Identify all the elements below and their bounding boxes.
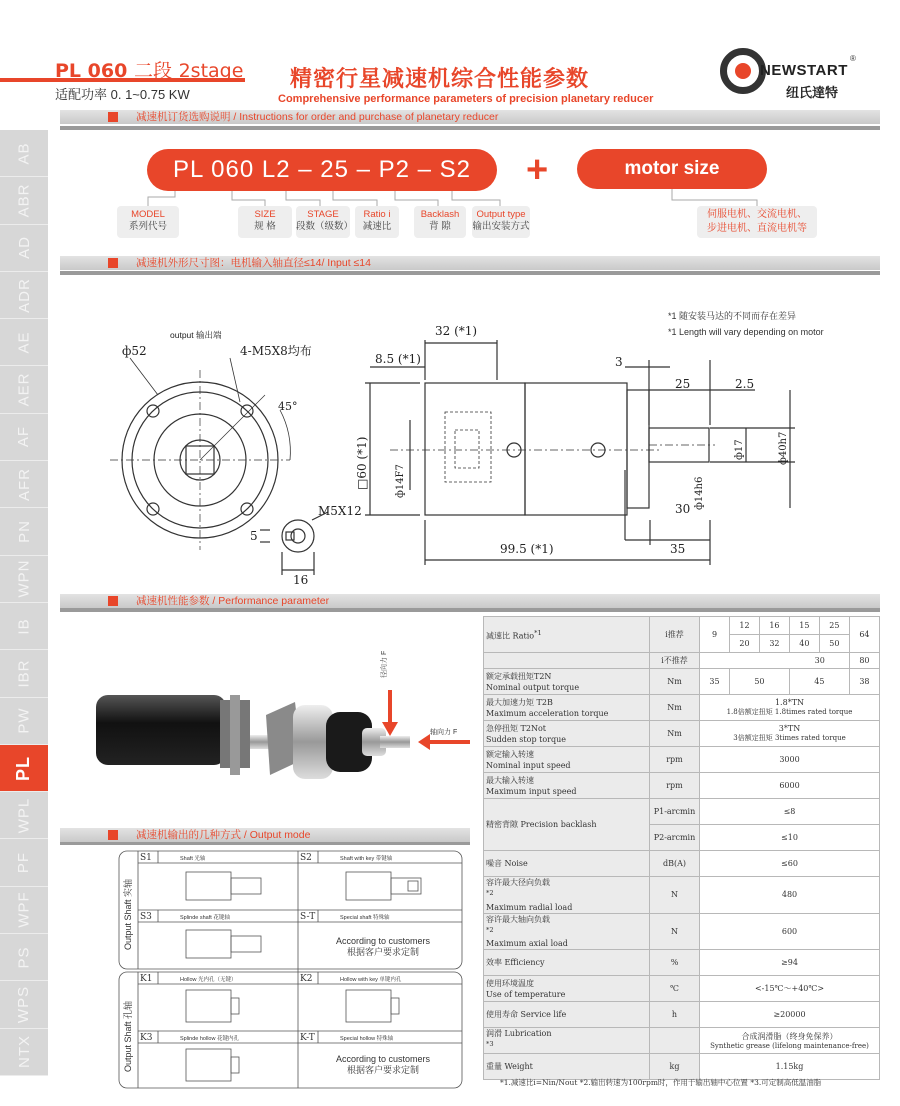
row-en: Maximum input speed <box>486 786 577 796</box>
row-cn: 额定承载扭矩T2N <box>486 671 552 681</box>
code-label-cn: 减速比 <box>362 221 392 232</box>
series-tab-ntx[interactable] <box>0 1029 48 1076</box>
output-code: S-T <box>300 912 316 922</box>
group-hollow-shaft: Output Shaft 孔轴 <box>123 1000 133 1072</box>
series-tab-wps[interactable] <box>0 981 48 1028</box>
row-en: Sudden stop torque <box>486 734 566 744</box>
section-marker-icon <box>108 258 118 268</box>
row-value-main: 3000 <box>779 755 800 764</box>
series-tab-wpn[interactable] <box>0 556 48 603</box>
backlash-value: ≤8 <box>700 799 880 825</box>
series-tab-label: PN <box>15 520 33 543</box>
series-tab-label: WPL <box>15 797 33 834</box>
row-value <box>700 773 880 799</box>
row-unit: rpm <box>650 747 700 773</box>
section-marker-icon <box>108 596 118 606</box>
series-tab-wpf[interactable] <box>0 887 48 934</box>
ratio-64: 64 <box>849 617 879 653</box>
not-rec-label: i不推荐 <box>650 653 700 669</box>
series-tab-label: AE <box>15 331 33 354</box>
row-label <box>484 851 650 877</box>
dim-2-5: 2.5 <box>735 377 755 391</box>
dim-d52: ф52 <box>122 344 147 358</box>
output-code: K3 <box>140 1033 153 1043</box>
custom-note-2 <box>336 1054 430 1076</box>
row-label <box>484 773 650 799</box>
section-title: 减速机外形尺寸图：电机输入轴直径≤14/ Input ≤14 <box>136 257 371 269</box>
ratio-20: 20 <box>729 635 759 653</box>
row-en: Nominal input speed <box>486 760 571 770</box>
row-value-main: ≥94 <box>781 958 798 968</box>
row-value <box>700 721 880 747</box>
power-range: 适配功率 0. 1~0.75 KW <box>55 87 190 102</box>
output-name: Hollow with key 单键内孔 <box>340 977 402 983</box>
ratio-32: 32 <box>759 635 789 653</box>
series-tab-afr[interactable] <box>0 461 48 508</box>
code-label-cn: 段数（级数） <box>296 221 354 232</box>
row-value <box>700 913 880 950</box>
row-cn: 容许最大径向负载 <box>486 878 550 887</box>
series-tab-af[interactable] <box>0 414 48 461</box>
not-rec-30: 30 <box>700 653 850 669</box>
ratio-label: 减速比 Ratio <box>486 631 535 641</box>
series-tab-ps[interactable] <box>0 934 48 981</box>
row-value <box>700 1054 880 1080</box>
rec-label: i推荐 <box>650 617 700 653</box>
torque-35: 35 <box>700 669 730 695</box>
row-label <box>484 913 650 950</box>
dimension-drawing <box>90 300 880 590</box>
section-shadow <box>60 271 880 275</box>
logo-text-cn: 纽氏達特 <box>786 85 839 100</box>
series-tab-ae[interactable] <box>0 319 48 366</box>
note-cn: *1 随安装马达的不同而存在差异 <box>668 311 797 321</box>
custom-en: According to customers <box>336 936 431 946</box>
row-en: Maximum axial load <box>486 939 568 949</box>
row-en: Maximum acceleration torque <box>486 708 609 718</box>
output-name: Shaft with key 带键轴 <box>340 856 393 862</box>
row-cn: 润滑 Lubrication <box>486 1029 552 1039</box>
series-tab-ibr[interactable] <box>0 650 48 697</box>
output-name: Special shaft 特殊轴 <box>340 915 390 921</box>
row-value-main: 3*TN <box>778 724 801 733</box>
code-label-cn: 背 隙 <box>429 221 451 232</box>
series-tab-label: AF <box>15 426 33 448</box>
row-value-sub: 1.8倍额定扭矩 1.8times rated torque <box>726 708 853 716</box>
backlash-unit: P1-arcmin <box>650 799 700 825</box>
section-marker-icon <box>108 830 118 840</box>
ratio-50: 50 <box>819 635 849 653</box>
row-value-main: 480 <box>781 890 798 900</box>
row-value <box>700 747 880 773</box>
logo-text: NEWSTART <box>760 62 848 79</box>
footnote: *1.减速比i=Nin/Nout *2.输出转速为100rpm时，作用于输出轴中心位置 *3.可定制高低温油脂 <box>500 1078 822 1087</box>
row-sup: *2 <box>486 925 494 934</box>
row-value-main: ≥20000 <box>773 1010 806 1020</box>
row-label <box>484 1002 650 1028</box>
output-code: K2 <box>300 974 313 984</box>
row-label <box>484 669 650 695</box>
row-value-main: 6000 <box>779 781 800 790</box>
radial-force-label: 径向力 F <box>381 650 388 678</box>
series-tab-label: IBR <box>15 659 33 688</box>
ratio-label-cell <box>484 617 650 653</box>
output-end-label: output 输出端 <box>170 330 222 340</box>
dim-14f7: ф14F7 <box>395 464 406 498</box>
page-title: 精密行星减速机综合性能参数 <box>290 66 590 91</box>
dim-holes: 4-M5X8均布 <box>240 344 312 358</box>
ratio-40: 40 <box>789 635 819 653</box>
row-cn: 效率 Efficiency <box>486 958 545 968</box>
series-tab-label: PL <box>13 755 34 781</box>
row-en: Use of temperature <box>486 989 566 999</box>
series-tab-wpl[interactable] <box>0 792 48 839</box>
motor-size-pill: motor size <box>577 149 767 189</box>
row-cn: 最大加速力矩 T2B <box>486 697 553 707</box>
row-sup: *2 <box>486 889 494 897</box>
row-value-main: 1.15kg <box>775 1062 804 1072</box>
backlash-label: 精密背隙 Precision backlash <box>484 799 650 851</box>
row-value-main: 600 <box>781 926 798 936</box>
code-label-en: STAGE <box>307 209 339 220</box>
dim-angle: 45° <box>278 400 298 413</box>
row-cn: 使用环境温度 <box>486 978 534 988</box>
output-code: K-T <box>300 1033 315 1043</box>
output-name: Splinde hollow 花键内孔 <box>180 1036 239 1042</box>
section-bar-output <box>60 828 470 842</box>
dim-5: 5 <box>250 529 258 543</box>
torque-38: 38 <box>849 669 879 695</box>
row-value-main: 1.8*TN <box>774 698 805 707</box>
not-rec-80: 80 <box>849 653 879 669</box>
row-label <box>484 747 650 773</box>
ratio-15: 15 <box>789 617 819 635</box>
order-code: PL 060 L2 – 25 – P2 – S2 <box>147 149 497 191</box>
dim-25: 25 <box>675 377 691 391</box>
ratio-sup: *1 <box>534 628 542 637</box>
output-name: Shaft 光轴 <box>180 856 206 862</box>
row-label <box>484 976 650 1002</box>
row-label <box>484 695 650 721</box>
dim-16: 16 <box>293 573 309 587</box>
registered-mark: ® <box>850 54 856 63</box>
custom-cn: 根据客户要求定制 <box>347 947 420 957</box>
row-label <box>484 1028 650 1054</box>
model-name: PL 060 <box>55 60 128 82</box>
ratio-25: 25 <box>819 617 849 635</box>
torque-50: 50 <box>729 669 789 695</box>
dim-35: 35 <box>670 542 686 556</box>
output-name: Splinde shaft 花键轴 <box>180 915 230 921</box>
stage-cn: 二段 <box>133 60 172 82</box>
series-tab-strip <box>0 130 48 1076</box>
series-tab-pf[interactable] <box>0 840 48 887</box>
row-label <box>484 721 650 747</box>
dim-60: □60 (*1) <box>355 436 369 490</box>
row-value <box>700 976 880 1002</box>
row-unit: dB(A) <box>650 851 700 877</box>
output-name: Hollow 光内孔（无键） <box>180 977 237 983</box>
row-label <box>484 1054 650 1080</box>
row-value <box>700 950 880 976</box>
row-unit: ℃ <box>650 976 700 1002</box>
section-bar-perf <box>60 594 880 608</box>
row-value-main: ≤60 <box>781 859 798 868</box>
row-en: Maximum radial load <box>486 902 573 912</box>
code-label-cn: 输出安装方式 <box>472 221 530 232</box>
series-tab-label: ADR <box>15 277 33 313</box>
row-unit: Nm <box>650 721 700 747</box>
dim-3: 3 <box>615 355 623 369</box>
ratio-12: 12 <box>729 617 759 635</box>
row-cn: 最大输入转速 <box>486 775 534 785</box>
output-code: K1 <box>140 974 153 984</box>
row-sup: *3 <box>486 1040 494 1049</box>
series-tab-label: IB <box>15 618 33 635</box>
group-solid-shaft: Output Shaft 实轴 <box>123 878 133 950</box>
series-tab-label: PF <box>15 852 33 874</box>
blank-cell <box>484 653 650 669</box>
row-unit <box>650 1028 700 1054</box>
row-cn: 噪音 Noise <box>486 859 528 868</box>
section-bar-dims <box>60 256 880 270</box>
code-label-en: Output type <box>476 209 526 220</box>
series-tab-label: ABR <box>15 183 33 218</box>
custom-note-1 <box>336 936 430 958</box>
row-cn: 重量 Weight <box>486 1062 533 1072</box>
product-photo <box>90 650 510 790</box>
row-cn: 额定输入转速 <box>486 749 534 759</box>
backlash-unit: P2-arcmin <box>650 825 700 851</box>
row-unit: kg <box>650 1054 700 1080</box>
output-code: S3 <box>140 912 152 922</box>
code-label-en: Ratio i <box>363 209 391 220</box>
series-tab-pw[interactable] <box>0 698 48 745</box>
dim-17: ф17 <box>734 439 745 460</box>
backlash-value: ≤10 <box>700 825 880 851</box>
row-unit: Nm <box>650 669 700 695</box>
dim-30: 30 <box>675 502 691 516</box>
dim-14h6: ф14h6 <box>694 476 705 510</box>
row-label <box>484 950 650 976</box>
axial-force-label: 轴向力 F <box>430 729 458 736</box>
performance-table <box>483 616 880 1080</box>
code-label-cn: 规 格 <box>254 221 276 232</box>
row-value <box>700 1002 880 1028</box>
row-cn: 使用寿命 Service life <box>486 1010 567 1020</box>
series-tab-label: WPS <box>15 985 33 1024</box>
series-tab-label: PW <box>15 707 33 734</box>
output-name: Special hollow 特殊轴 <box>340 1036 394 1042</box>
row-value-main: <-15℃～+40℃> <box>754 984 825 994</box>
dim-99-5: 99.5 (*1) <box>500 542 554 556</box>
code-label-en: SIZE <box>254 209 276 220</box>
code-label-en: MODEL <box>131 209 165 220</box>
row-value <box>700 1028 880 1054</box>
dim-32: 32 (*1) <box>435 324 478 338</box>
note-en: *1 Length will vary depending on motor <box>668 327 824 337</box>
row-unit: N <box>650 877 700 914</box>
code-label-en: Backlash <box>420 209 460 220</box>
custom-en: According to customers <box>336 1054 431 1064</box>
section-title: 减速机订货选购说明 / Instructions for order and purchase of planetary reducer <box>136 111 499 123</box>
row-value <box>700 877 880 914</box>
row-value-sub: Synthetic grease (lifelong maintenance-free) <box>710 1042 869 1051</box>
custom-cn: 根据客户要求定制 <box>347 1065 420 1075</box>
section-title: 减速机性能参数 / Performance parameter <box>136 595 330 607</box>
series-tab-label: AFR <box>15 467 33 501</box>
row-value-sub: 3倍额定扭矩 3times rated torque <box>733 734 846 742</box>
series-tab-pl[interactable] <box>0 745 48 792</box>
row-unit: % <box>650 950 700 976</box>
row-en: Nominal output torque <box>486 682 580 692</box>
output-mode-table <box>118 850 463 1090</box>
row-label <box>484 877 650 914</box>
dim-m5x12: M5X12 <box>318 504 362 518</box>
output-code: S1 <box>140 853 152 863</box>
motor-type-line-2: 步进电机、直流电机等 <box>707 223 807 234</box>
series-tab-aer[interactable] <box>0 367 48 414</box>
code-label-cn: 系列代号 <box>128 221 167 232</box>
code-connectors <box>0 0 900 260</box>
row-value <box>700 695 880 721</box>
ratio-16: 16 <box>759 617 789 635</box>
page-subtitle: Comprehensive performance parameters of precision planetary reducer <box>278 93 654 105</box>
row-unit: Nm <box>650 695 700 721</box>
row-cn: 急停扭矩 T2Not <box>486 723 546 733</box>
row-value <box>700 851 880 877</box>
series-tab-label: AB <box>15 142 33 165</box>
series-tab-label: AD <box>15 236 33 260</box>
row-value-main: 合成润滑脂（终身免保养） <box>741 1032 838 1042</box>
ratio-9: 9 <box>700 617 730 653</box>
dim-8-5: 8.5 (*1) <box>375 352 421 366</box>
series-tab-label: PS <box>15 946 33 969</box>
row-cn: 容许最大轴向负载 <box>486 914 550 924</box>
series-tab-ib[interactable] <box>0 603 48 650</box>
stage-en: 2stage <box>178 60 244 82</box>
torque-45: 45 <box>789 669 849 695</box>
series-tab-label: AER <box>15 372 33 407</box>
row-unit: rpm <box>650 773 700 799</box>
row-unit: h <box>650 1002 700 1028</box>
section-title: 减速机输出的几种方式 / Output mode <box>136 829 311 841</box>
output-code: S2 <box>300 853 312 863</box>
dim-40h7: ф40h7 <box>778 431 789 465</box>
series-tab-pn[interactable] <box>0 508 48 555</box>
series-tab-label: WPF <box>15 891 33 929</box>
section-shadow <box>60 608 880 612</box>
series-tab-label: WPN <box>15 559 33 598</box>
plus-icon: + <box>526 149 549 191</box>
series-tab-label: NTX <box>15 1035 33 1069</box>
series-tab-adr[interactable] <box>0 272 48 319</box>
row-unit: N <box>650 913 700 950</box>
motor-type-line-1: 伺服电机、交流电机、 <box>707 209 807 220</box>
